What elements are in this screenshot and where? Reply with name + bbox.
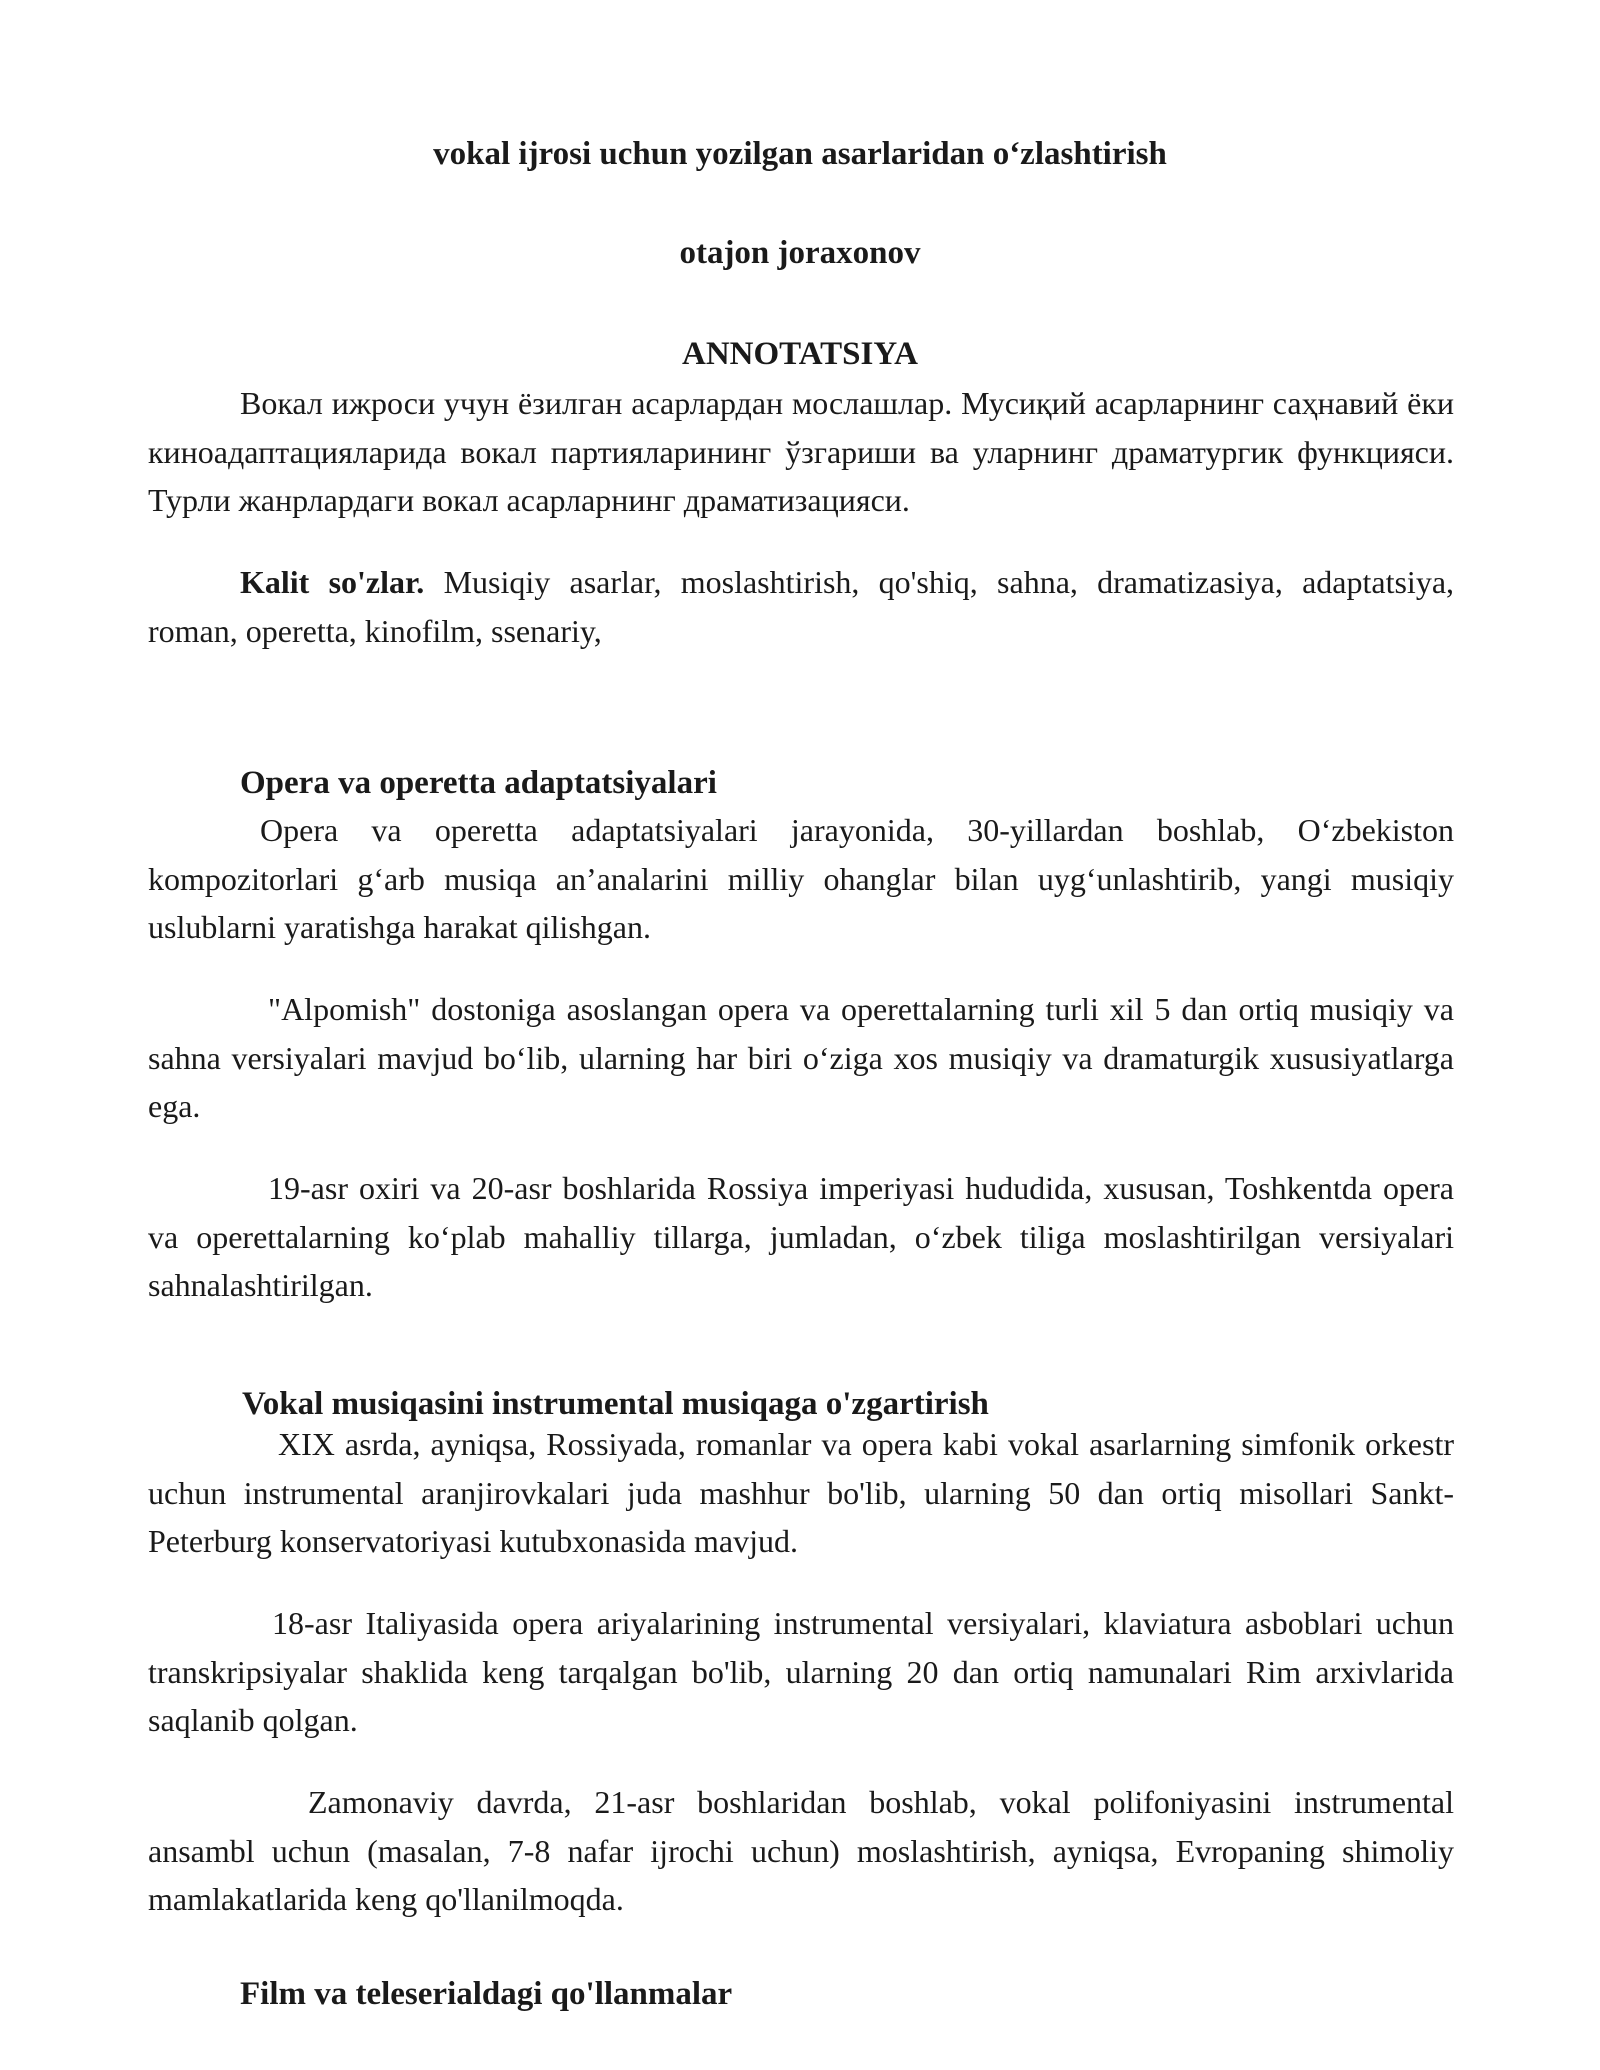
- annotation-paragraph: Вокал ижроси учун ёзилган асарлардан мослашлар. Мусиқий асарларнинг саҳнавий ёки киноадаптацияларида вокал партияларининг ўзгариши ва уларнинг драматургик функцияси. Турли жанрлардаги вокал асарларнинг драматизацияси.: [148, 385, 1454, 518]
- annotation-heading: ANNOTATSIYA: [682, 336, 918, 372]
- section-heading-opera: Opera va operetta adaptatsiyalari: [240, 765, 717, 801]
- keywords-text: Musiqiy asarlar, moslashtirish, qo'shiq, sahna, dramatizasiya, adaptatsiya, roman, operetta, kinofilm, ssenariy,: [148, 564, 1455, 649]
- section1-paragraph-1: Opera va operetta adaptatsiyalari jarayonida, 30-yillardan boshlab, O‘zbekiston kompozitorlari g‘arb musiqa an’analarini milliy ohanglar bilan uyg‘unlashtirib, yangi musiqiy uslublarni yaratishga harakat qilishgan.: [148, 812, 1454, 945]
- section2-paragraph-3: Zamonaviy davrda, 21-asr boshlaridan boshlab, vokal polifoniyasini instrumental ansambl uchun (masalan, 7-8 nafar ijrochi uchun) moslashtirish, ayniqsa, Evropaning shimoliy mamlakatlarida keng qo'llanilmoqda.: [148, 1784, 1454, 1917]
- section-heading-vocal-instrumental: Vokal musiqasini instrumental musiqaga o'zgartirish: [242, 1386, 989, 1422]
- keywords-paragraph: [148, 558, 1454, 655]
- section1-paragraph-2: "Alpomish" dostoniga asoslangan opera va operettalarning turli xil 5 dan ortiq musiqiy va sahna versiyalari mavjud bo‘lib, ularning har biri o‘ziga xos musiqiy va dramaturgik xususiyatlarga ega.: [148, 991, 1454, 1124]
- author-name: otajon joraxonov: [679, 235, 921, 271]
- section2-paragraph-1: XIX asrda, ayniqsa, Rossiyada, romanlar va opera kabi vokal asarlarning simfonik orkestr uchun instrumental aranjirovkalari juda mashhur bo'lib, ularning 50 dan ortiq misollari Sankt-Peterburg konservatoriyasi kutubxonasida mavjud.: [148, 1426, 1454, 1559]
- document-title: vokal ijrosi uchun yozilgan asarlaridan o‘zlashtirish: [433, 136, 1167, 172]
- section2-paragraph-2: 18-asr Italiyasida opera ariyalarining instrumental versiyalari, klaviatura asboblari uchun transkripsiyalar shaklida keng tarqalgan bo'lib, ularning 20 dan ortiq namunalari Rim arxivlarida saqlanib qolgan.: [148, 1605, 1454, 1738]
- keywords-label: Kalit so'zlar.: [240, 564, 425, 600]
- section-heading-film: Film va teleserialdagi qo'llanmalar: [240, 1976, 733, 2012]
- section1-paragraph-3: 19-asr oxiri va 20-asr boshlarida Rossiya imperiyasi hududida, xususan, Toshkentda opera va operettalarning ko‘plab mahalliy tillarga, jumladan, o‘zbek tiliga moslashtirilgan versiyalari sahnalashtirilgan.: [148, 1170, 1454, 1303]
